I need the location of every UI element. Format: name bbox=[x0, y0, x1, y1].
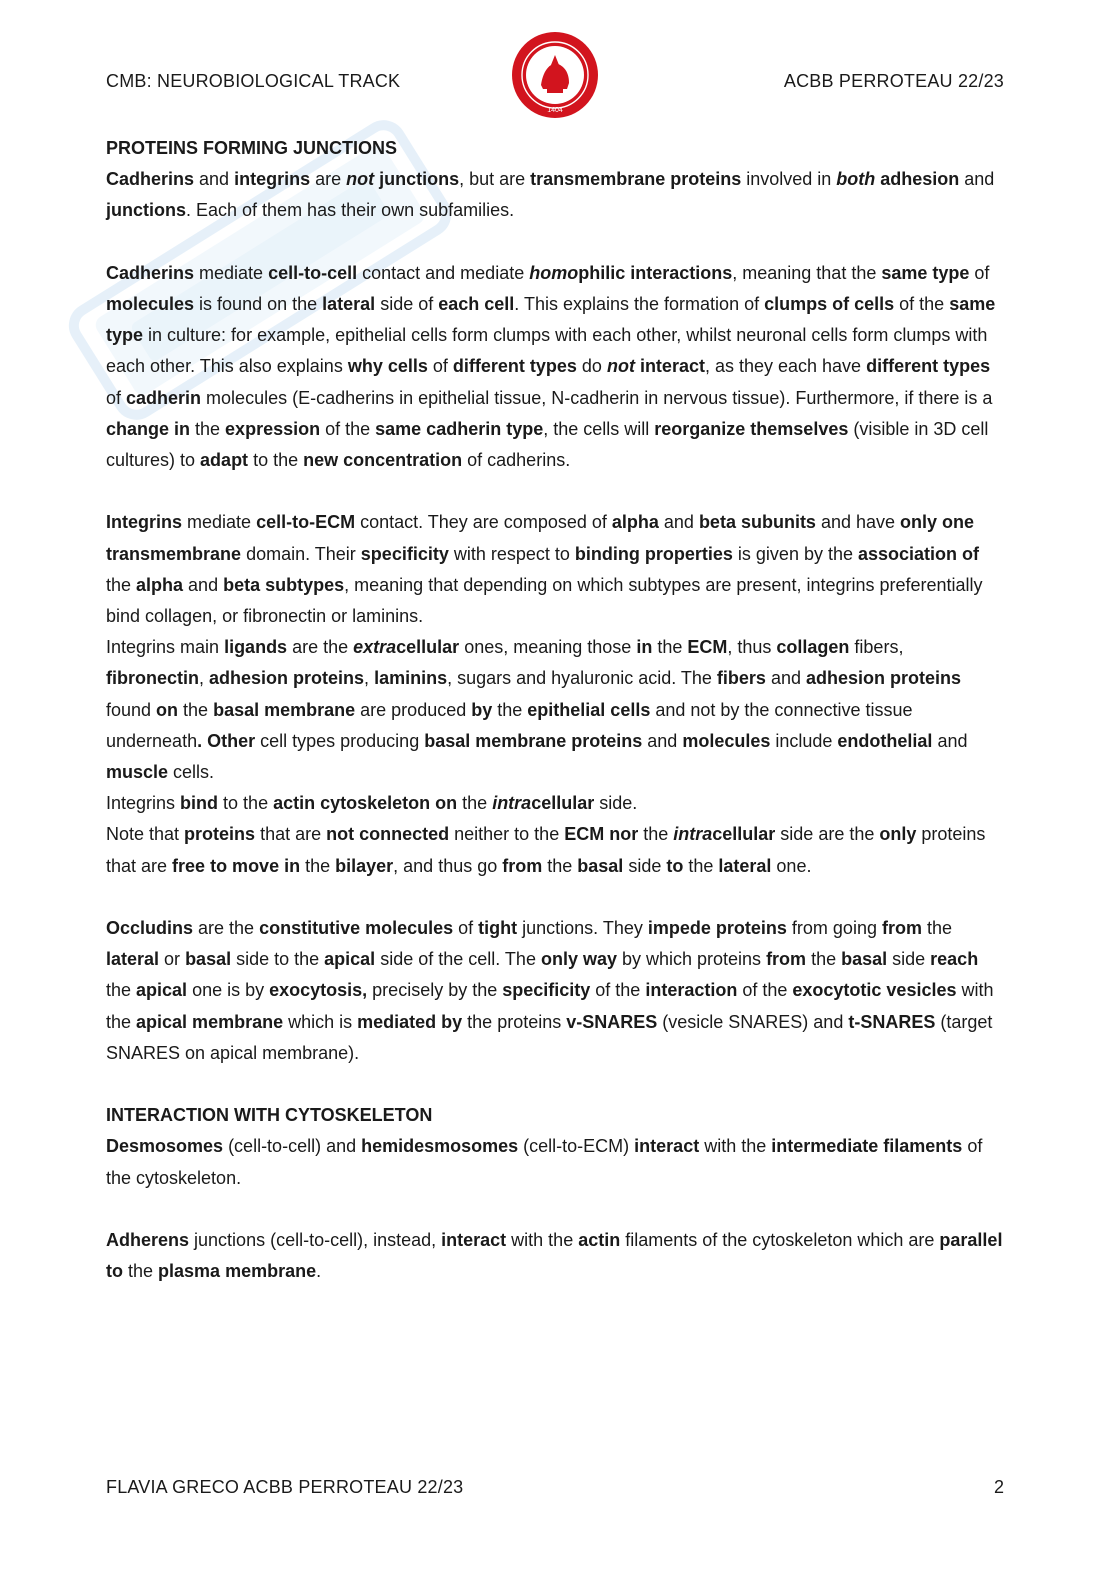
emphasis-run: Cadherins bbox=[106, 262, 195, 283]
emphasis-run: junctions bbox=[106, 200, 186, 221]
emphasis-run: only one transmembrane bbox=[106, 512, 975, 564]
emphasis-run: association of bbox=[858, 543, 980, 564]
emphasis-run: by bbox=[471, 699, 493, 720]
emphasis-run: cellular bbox=[396, 637, 460, 658]
emphasis-run: change in bbox=[106, 418, 191, 439]
emphasis-run: plasma membrane bbox=[158, 1261, 317, 1282]
paragraph-occludins: Occludins are the constitutive molecules of tight junctions. They impede proteins from going from the lateral or basal side to the apical side of the cell. The only way by which proteins from the basal side reach the apical one is by exocytosis, precisely by the specificity of the interaction of the exocytotic vesicles with the apical membrane which is mediated by the proteins v-SNARES (vesicle SNARES) and t-SNARES (target SNARES on apical membrane). bbox=[106, 918, 994, 1063]
emphasis-run: different types bbox=[866, 356, 991, 377]
paragraph-cadherins-integrins-intro: Cadherins and integrins are not junctions, but are transmembrane proteins involved in both adhesion and junctions. Each of them has their own subfamilies. bbox=[106, 169, 995, 221]
emphasis-run: not connected bbox=[326, 824, 450, 845]
emphasis-run: homo bbox=[529, 262, 579, 283]
emphasis-run: clumps of cells bbox=[764, 294, 895, 314]
emphasis-run: philic interactions bbox=[578, 262, 733, 283]
emphasis-run: collagen bbox=[776, 637, 850, 658]
emphasis-run: free to move in bbox=[172, 855, 301, 876]
emphasis-run: apical bbox=[324, 949, 376, 970]
emphasis-run: t-SNARES bbox=[848, 1011, 936, 1032]
emphasis-run: in bbox=[636, 637, 653, 658]
emphasis-run: cell-to-cell bbox=[268, 262, 358, 283]
emphasis-run: cellular bbox=[531, 793, 595, 814]
section-title-cytoskeleton: INTERACTION WITH CYTOSKELETON bbox=[106, 1105, 433, 1126]
emphasis-run: muscle bbox=[106, 762, 169, 783]
emphasis-run: specificity bbox=[360, 543, 449, 564]
emphasis-run: parallel to bbox=[106, 1230, 1003, 1282]
emphasis-run: on bbox=[430, 793, 458, 814]
section-title-proteins: PROTEINS FORMING JUNCTIONS bbox=[106, 138, 398, 158]
emphasis-run: Desmosomes bbox=[106, 1136, 224, 1157]
emphasis-run: same cadherin type bbox=[375, 418, 544, 439]
emphasis-run: . Other bbox=[197, 730, 256, 751]
emphasis-run: not bbox=[606, 356, 635, 377]
emphasis-run: reach bbox=[930, 949, 979, 970]
university-seal-icon bbox=[511, 31, 599, 119]
emphasis-run: Cadherins bbox=[106, 169, 195, 190]
svg-text:1404: 1404 bbox=[547, 107, 563, 114]
paragraph-desmosomes: Desmosomes (cell-to-cell) and hemidesmosomes (cell-to-ECM) interact with the intermediate filaments of the cytoskeleton. bbox=[106, 1136, 983, 1188]
emphasis-run: mediated by bbox=[357, 1011, 463, 1032]
header-course-code: ACBB PERROTEAU 22/23 bbox=[783, 71, 1004, 91]
emphasis-run: from bbox=[881, 918, 922, 939]
emphasis-run: interact bbox=[634, 356, 705, 377]
emphasis-run: ECM nor bbox=[564, 824, 639, 845]
emphasis-run: Adherens bbox=[106, 1230, 190, 1251]
emphasis-run: molecules bbox=[106, 294, 195, 314]
emphasis-run: beta subunits bbox=[698, 512, 816, 533]
emphasis-run: hemidesmosomes bbox=[361, 1136, 519, 1157]
emphasis-run: apical bbox=[136, 980, 188, 1001]
emphasis-run: adhesion proteins bbox=[806, 668, 962, 689]
paragraph-adherens: Adherens junctions (cell-to-cell), instead, interact with the actin filaments of the cytoskeleton which are parallel to the plasma membrane. bbox=[106, 1230, 1003, 1282]
emphasis-run: bind bbox=[180, 793, 219, 814]
emphasis-run: from bbox=[766, 949, 807, 970]
emphasis-run: interaction bbox=[645, 980, 738, 1001]
emphasis-run: basal bbox=[185, 949, 232, 970]
emphasis-run: apical membrane bbox=[136, 1011, 284, 1032]
emphasis-run: impede proteins bbox=[647, 918, 787, 939]
emphasis-run: each cell bbox=[438, 294, 515, 314]
emphasis-run: endothelial bbox=[837, 730, 933, 751]
emphasis-run: same type bbox=[106, 294, 996, 346]
footer-author: FLAVIA GRECO ACBB PERROTEAU 22/23 bbox=[106, 1477, 464, 1497]
emphasis-run: cellular bbox=[712, 824, 776, 845]
emphasis-run: tight bbox=[478, 918, 518, 939]
document-body bbox=[106, 133, 1006, 1287]
emphasis-run: cell-to-ECM bbox=[256, 512, 356, 533]
emphasis-run: alpha bbox=[611, 512, 659, 533]
paragraph-cadherins: Cadherins mediate cell-to-cell contact and mediate homophilic interactions, meaning that the same type of molecules is found on the lateral side of each cell. This explains the formation of clumps of cells of the same type in culture: for example, epithelial cells form clumps with each other, whilst neuronal cells form clumps with each other. This also explains why cells of different types do not interact, as they each have different types of cadherin molecules (E-cadherins in epithelial tissue, N-cadherin in nervous tissue). Furthermore, if there is a change in the expression of the same cadherin type, the cells will reorganize themselves (visible in 3D cell cultures) to adapt to the new concentration of cadherins. bbox=[106, 262, 996, 471]
emphasis-run: to bbox=[666, 855, 684, 876]
emphasis-run: ligands bbox=[224, 637, 288, 658]
emphasis-run: why cells bbox=[347, 356, 428, 377]
emphasis-run: different types bbox=[452, 356, 577, 377]
emphasis-run: alpha bbox=[136, 574, 184, 595]
emphasis-run: ECM bbox=[687, 637, 728, 658]
emphasis-run: junctions bbox=[374, 169, 460, 190]
emphasis-run: molecules bbox=[682, 730, 771, 751]
emphasis-run: Occludins bbox=[106, 918, 194, 939]
emphasis-run: epithelial cells bbox=[527, 699, 651, 720]
emphasis-run: transmembrane proteins bbox=[530, 169, 742, 190]
emphasis-run: exocytosis, bbox=[269, 980, 368, 1001]
emphasis-run: laminins bbox=[374, 668, 448, 689]
emphasis-run: constitutive molecules bbox=[259, 918, 454, 939]
emphasis-run: reorganize themselves bbox=[654, 418, 849, 439]
emphasis-run: intra bbox=[492, 793, 532, 814]
emphasis-run: new concentration bbox=[303, 450, 463, 471]
emphasis-run: extra bbox=[353, 637, 397, 658]
page-number: 2 bbox=[993, 1477, 1004, 1497]
paragraph-integrins: Integrins mediate cell-to-ECM contact. They are composed of alpha and beta subunits and have only one transmembrane domain. Their specificity with respect to binding properties is given by the association of the alpha and beta subtypes, meaning that depending on which subtypes are present, integrins preferentially bind collagen, or fibronectin or laminins. bbox=[106, 512, 983, 627]
emphasis-run: same type bbox=[881, 262, 970, 283]
emphasis-run: from bbox=[502, 855, 543, 876]
paragraph-free-proteins: Note that proteins that are not connected neither to the ECM nor the intracellular side are the only proteins that are free to move in the bilayer, and thus go from the basal side to the lateral one. bbox=[106, 824, 986, 876]
emphasis-run: basal membrane proteins bbox=[424, 730, 643, 751]
emphasis-run: interact bbox=[441, 1230, 507, 1251]
emphasis-run: adhesion proteins bbox=[209, 668, 365, 689]
emphasis-run: adapt bbox=[200, 450, 249, 471]
emphasis-run: lateral bbox=[106, 949, 160, 970]
emphasis-run: expression bbox=[225, 418, 321, 439]
emphasis-run: lateral bbox=[322, 294, 376, 314]
emphasis-run: cadherin bbox=[126, 387, 202, 408]
emphasis-run: integrins bbox=[234, 169, 311, 190]
emphasis-run: not bbox=[346, 169, 375, 190]
emphasis-run: adhesion bbox=[875, 169, 960, 190]
emphasis-run: bilayer bbox=[335, 855, 394, 876]
emphasis-run: specificity bbox=[502, 980, 591, 1001]
emphasis-run: intra bbox=[673, 824, 713, 845]
emphasis-run: only bbox=[879, 824, 917, 845]
emphasis-run: interact bbox=[634, 1136, 700, 1157]
paragraph-integrin-binding: Integrins bind to the actin cytoskeleton on the intracellular side. bbox=[106, 793, 638, 814]
emphasis-run: binding properties bbox=[574, 543, 733, 564]
emphasis-run: basal bbox=[841, 949, 888, 970]
emphasis-run: beta subtypes bbox=[223, 574, 345, 595]
emphasis-run: intermediate filaments bbox=[771, 1136, 963, 1157]
emphasis-run: lateral bbox=[718, 855, 772, 876]
header-course-title: CMB: NEUROBIOLOGICAL TRACK bbox=[106, 71, 401, 91]
emphasis-run: basal bbox=[577, 855, 624, 876]
emphasis-run: fibers bbox=[716, 668, 766, 689]
emphasis-run: v-SNARES bbox=[566, 1011, 658, 1032]
emphasis-run: Integrins bbox=[106, 512, 183, 533]
emphasis-run: both bbox=[836, 169, 876, 190]
paragraph-integrin-ligands: Integrins main ligands are the extracellular ones, meaning those in the ECM, thus collagen fibers, fibronectin, adhesion proteins, laminins, sugars and hyaluronic acid. The fibers and adhesion proteins found on the basal membrane are produced by the epithelial cells and not by the connective tissue underneath. Other cell types producing basal membrane proteins and molecules include endothelial and muscle cells. bbox=[106, 637, 968, 783]
emphasis-run: on bbox=[156, 699, 179, 720]
emphasis-run: only way bbox=[540, 949, 617, 970]
emphasis-run: actin bbox=[578, 1230, 621, 1251]
emphasis-run: actin cytoskeleton bbox=[273, 793, 431, 814]
emphasis-run: proteins bbox=[184, 824, 256, 845]
emphasis-run: exocytotic vesicles bbox=[792, 980, 957, 1001]
emphasis-run: basal membrane bbox=[213, 699, 356, 720]
emphasis-run: fibronectin bbox=[106, 668, 199, 689]
